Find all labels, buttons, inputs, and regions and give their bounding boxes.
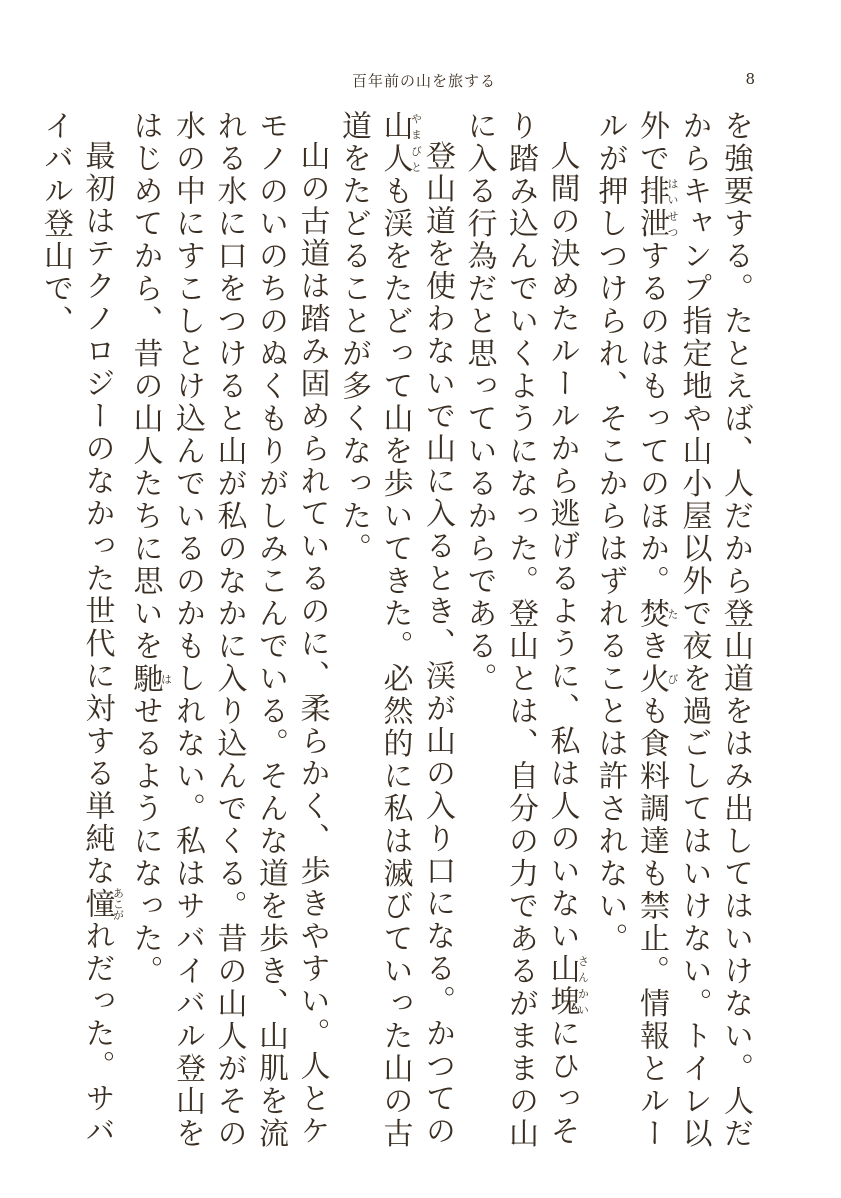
text-run: 人間の決めたルールから逃げるように、私は人のいない [544,140,580,953]
text-run: するのはもってのほか。 [634,240,669,598]
ruby-base: 排泄 [634,175,669,240]
ruby-reading: は [159,662,173,695]
text-run: を強要する。たとえば、人だから登山道をはみ出してはいけない。人だからキャンプ指定地や山小屋以外で夜を過ごしてはいけない。トイレ以外で [634,110,753,1150]
ruby-annotation [79,887,125,921]
text-run: にひっそり踏み込んでいくようになった。登山とは、自分の力であるがままの山に入る行為だと思っているからである。 [461,110,580,1150]
text-run: 山の古道は踏み固められているのに、柔らかく、歩きやすい。人とケモノのいのちのぬくもりがしみこんでいる。そんな道を歩き、山肌を流れる水に口をつけると山が私のなかに入り込んでくる。昔の山人がその水の中にすこしとけ込んでいるのかもしれない。私はサバイバル登山をはじめてから、昔の山人たちに思いを [127,110,330,1150]
paragraph [333,110,459,1150]
book-title: 百年前の山を旅する [352,72,497,90]
ruby-base: 山塊 [544,952,580,1018]
paragraph [589,110,756,1150]
text-run: せるようになった。 [127,695,163,988]
body-text [38,110,756,1150]
text-run: れだった。サバイバル登山で、 [38,110,115,1148]
paragraph [35,110,125,1150]
ruby-annotation [127,662,173,696]
ruby-base: 山人 [377,110,413,175]
text-run: き [634,630,669,663]
running-head [0,70,841,94]
text-run: 登山道を使わないで山に入るとき、渓が山の入り口になる。かつての [420,140,455,1148]
ruby-annotation [634,175,679,240]
text-run: も渓をたどって山を歩いてきた。必然的に私は滅びていった山の古道をたどることが多くなった。 [336,110,413,1150]
paragraph [124,110,333,1150]
ruby-reading: はいせつ [666,175,679,240]
ruby-reading: あこが [111,887,125,921]
ruby-annotation [634,597,679,631]
ruby-reading: やまびと [409,110,423,175]
ruby-reading: さんかい [576,952,590,1018]
ruby-annotation [634,662,679,696]
ruby-reading: た [666,597,679,630]
text-run: も食料調達も禁止。情報とルールが押しつけられ、そこからはずれることは許されない。 [592,110,669,1150]
ruby-base: 憧 [79,887,115,921]
text-run: 最初はテクノロジーのなかった世代に対する単純な [79,140,115,888]
ruby-annotation [377,110,423,175]
ruby-base: 馳 [127,662,163,695]
ruby-annotation [544,952,590,1018]
ruby-base: 火 [634,662,669,695]
page-number: 8 [745,70,755,88]
ruby-reading: び [666,662,679,695]
ruby-base: 焚 [634,597,669,630]
paragraph [458,110,589,1150]
